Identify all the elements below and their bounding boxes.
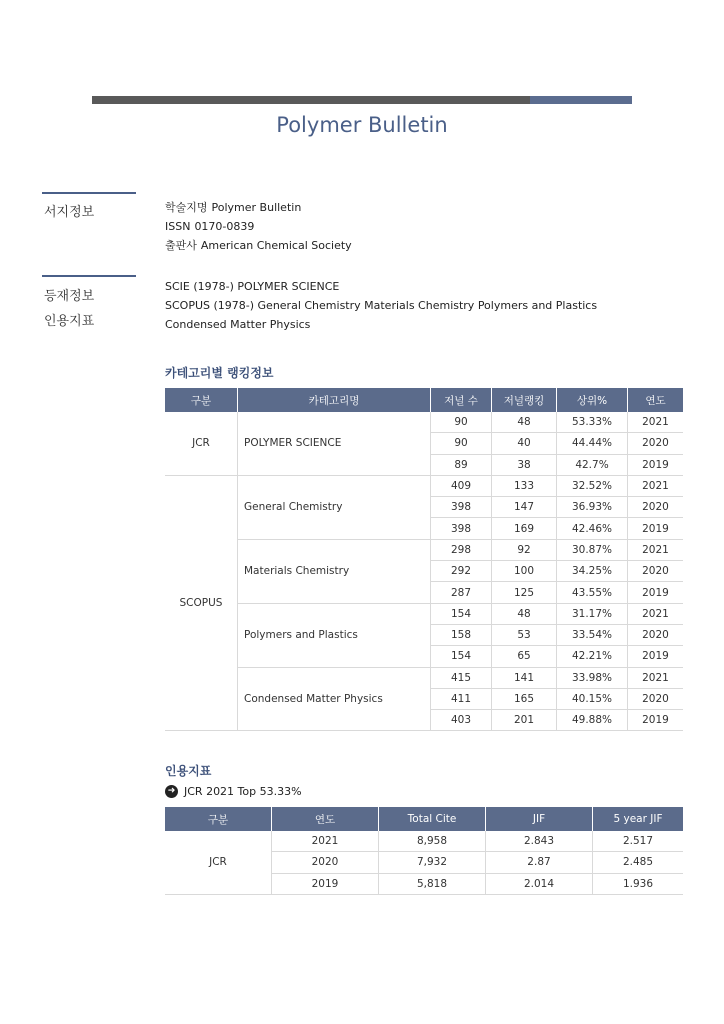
citation-header-row xyxy=(165,807,683,831)
category-cell: POLYMER SCIENCE xyxy=(238,412,431,475)
top-percent: 36.93% xyxy=(557,497,628,518)
citation-heading: 인용지표 xyxy=(165,764,212,778)
journal-count: 90 xyxy=(431,412,492,433)
ranking-table xyxy=(165,388,683,731)
indexing-line: SCOPUS (1978-) General Chemistry Materials Chemistry Polymers and Plastics xyxy=(165,299,598,312)
journal-rank: 65 xyxy=(492,646,557,667)
bib-row-title: 학술지명 Polymer Bulletin xyxy=(165,201,302,214)
col-header: JIF xyxy=(486,807,593,831)
col-header: 저널랭킹 xyxy=(492,388,557,412)
journal-count: 154 xyxy=(431,646,492,667)
year: 2021 xyxy=(628,603,684,624)
year: 2019 xyxy=(628,454,684,475)
table-row xyxy=(165,831,683,852)
table-row xyxy=(165,667,683,688)
year: 2021 xyxy=(628,539,684,560)
total-cite: 5,818 xyxy=(379,873,486,894)
arrow-right-icon: ➜ xyxy=(165,785,178,798)
journal-rank: 38 xyxy=(492,454,557,475)
col-header: 저널 수 xyxy=(431,388,492,412)
journal-count: 90 xyxy=(431,433,492,454)
year: 2019 xyxy=(628,646,684,667)
journal-rank: 141 xyxy=(492,667,557,688)
col-header: 연도 xyxy=(272,807,379,831)
section-label-citation: 인용지표 xyxy=(44,314,95,329)
year: 2020 xyxy=(628,561,684,582)
page-title: Polymer Bulletin xyxy=(276,113,448,137)
year: 2021 xyxy=(628,475,684,496)
indexing-info xyxy=(165,277,597,334)
top-percent: 31.17% xyxy=(557,603,628,624)
section-divider xyxy=(42,275,136,277)
ranking-heading: 카테고리별 랭킹정보 xyxy=(165,366,274,380)
col-header: 5 year JIF xyxy=(593,807,684,831)
journal-count: 287 xyxy=(431,582,492,603)
journal-rank: 133 xyxy=(492,475,557,496)
col-header: 구분 xyxy=(165,807,272,831)
journal-count: 415 xyxy=(431,667,492,688)
top-percent: 43.55% xyxy=(557,582,628,603)
section-divider xyxy=(42,192,136,194)
five-year-jif: 1.936 xyxy=(593,873,684,894)
col-header: 연도 xyxy=(628,388,684,412)
top-percent: 30.87% xyxy=(557,539,628,560)
year: 2020 xyxy=(628,433,684,454)
total-cite: 7,932 xyxy=(379,852,486,873)
journal-rank: 125 xyxy=(492,582,557,603)
journal-count: 298 xyxy=(431,539,492,560)
total-cite: 8,958 xyxy=(379,831,486,852)
category-cell: Polymers and Plastics xyxy=(238,603,431,667)
jif: 2.014 xyxy=(486,873,593,894)
year: 2021 xyxy=(628,412,684,433)
journal-count: 89 xyxy=(431,454,492,475)
journal-count: 411 xyxy=(431,688,492,709)
citation-summary-text: JCR 2021 Top 53.33% xyxy=(184,785,302,798)
year: 2021 xyxy=(628,667,684,688)
year: 2021 xyxy=(272,831,379,852)
table-row xyxy=(165,412,683,433)
indexing-line: Condensed Matter Physics xyxy=(165,318,311,331)
table-row xyxy=(165,475,683,496)
journal-rank: 92 xyxy=(492,539,557,560)
year: 2019 xyxy=(628,582,684,603)
five-year-jif: 2.485 xyxy=(593,852,684,873)
journal-rank: 201 xyxy=(492,710,557,731)
bib-row-issn: ISSN 0170-0839 xyxy=(165,220,255,233)
journal-rank: 147 xyxy=(492,497,557,518)
journal-count: 409 xyxy=(431,475,492,496)
top-percent: 49.88% xyxy=(557,710,628,731)
table-row xyxy=(165,539,683,560)
top-percent: 40.15% xyxy=(557,688,628,709)
top-percent: 42.46% xyxy=(557,518,628,539)
year: 2020 xyxy=(628,497,684,518)
citation-table xyxy=(165,807,683,895)
bib-row-publisher: 출판사 American Chemical Society xyxy=(165,239,352,252)
indexing-line: SCIE (1978-) POLYMER SCIENCE xyxy=(165,280,340,293)
year: 2020 xyxy=(628,624,684,645)
journal-rank: 48 xyxy=(492,603,557,624)
section-label-bib: 서지정보 xyxy=(44,205,95,220)
citation-summary xyxy=(165,785,302,798)
col-header: 상위% xyxy=(557,388,628,412)
col-header: Total Cite xyxy=(379,807,486,831)
top-percent: 44.44% xyxy=(557,433,628,454)
journal-rank: 53 xyxy=(492,624,557,645)
table-row xyxy=(165,603,683,624)
top-percent: 42.21% xyxy=(557,646,628,667)
section-label-indexing: 등재정보 xyxy=(44,289,95,304)
top-percent: 32.52% xyxy=(557,475,628,496)
journal-rank: 169 xyxy=(492,518,557,539)
year: 2019 xyxy=(272,873,379,894)
source-cell: SCOPUS xyxy=(165,475,238,731)
source-cell: JCR xyxy=(165,412,238,475)
year: 2020 xyxy=(628,688,684,709)
jif: 2.843 xyxy=(486,831,593,852)
journal-count: 154 xyxy=(431,603,492,624)
top-percent: 33.98% xyxy=(557,667,628,688)
category-cell: General Chemistry xyxy=(238,475,431,539)
journal-rank: 165 xyxy=(492,688,557,709)
title-rule xyxy=(92,96,632,104)
journal-count: 403 xyxy=(431,710,492,731)
top-percent: 33.54% xyxy=(557,624,628,645)
journal-rank: 48 xyxy=(492,412,557,433)
journal-count: 292 xyxy=(431,561,492,582)
top-percent: 34.25% xyxy=(557,561,628,582)
ranking-header-row xyxy=(165,388,683,412)
jif: 2.87 xyxy=(486,852,593,873)
source-cell: JCR xyxy=(165,831,272,894)
category-cell: Materials Chemistry xyxy=(238,539,431,603)
five-year-jif: 2.517 xyxy=(593,831,684,852)
col-header: 카테고리명 xyxy=(238,388,431,412)
journal-rank: 40 xyxy=(492,433,557,454)
year: 2019 xyxy=(628,518,684,539)
top-percent: 53.33% xyxy=(557,412,628,433)
journal-count: 398 xyxy=(431,497,492,518)
journal-count: 158 xyxy=(431,624,492,645)
bib-info xyxy=(165,198,352,255)
top-percent: 42.7% xyxy=(557,454,628,475)
year: 2019 xyxy=(628,710,684,731)
journal-rank: 100 xyxy=(492,561,557,582)
journal-count: 398 xyxy=(431,518,492,539)
col-header: 구분 xyxy=(165,388,238,412)
category-cell: Condensed Matter Physics xyxy=(238,667,431,731)
year: 2020 xyxy=(272,852,379,873)
